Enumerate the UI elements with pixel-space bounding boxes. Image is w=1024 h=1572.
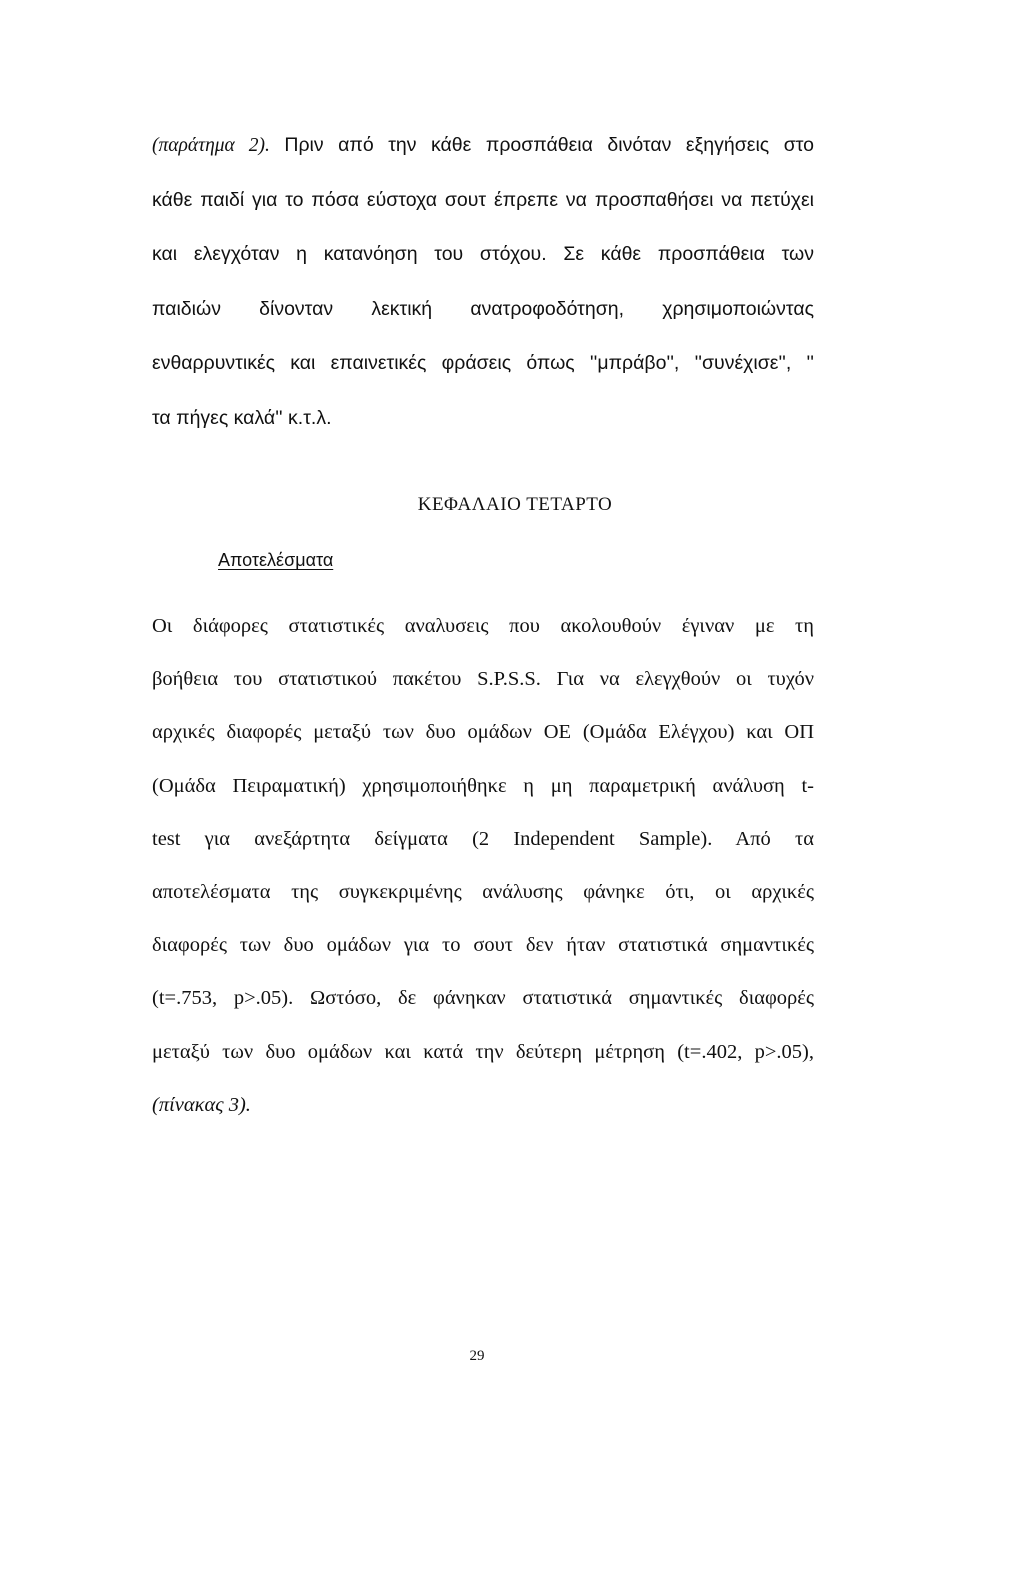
text-line: αρχικές διαφορές μεταξύ των δυο ομάδων ΟΕ (Ομάδα Ελέγχου) και ΟΠ: [152, 721, 814, 744]
text-line: παιδιών δίνονταν λεκτική ανατροφοδότηση, χρησιμοποιώντας: [152, 297, 814, 320]
text-line: (t=.753, p>.05). Ωστόσο, δε φάνηκαν στατιστικά σημαντικές διαφορές: [152, 987, 814, 1010]
text-line: test για ανεξάρτητα δείγματα (2 Independent Sample). Από τα: [152, 827, 814, 850]
text-line: Οι διάφορες στατιστικές αναλυσεις που ακολουθούν έγιναν με τη: [152, 615, 814, 637]
text-line: αποτελέσματα της συγκεκριμένης ανάλυσης φάνηκε ότι, οι αρχικές: [152, 880, 814, 903]
text-line: ενθαρρυντικές και επαινετικές φράσεις όπως ''μπράβο'', ''συνέχισε'', '': [152, 352, 814, 374]
text-line: διαφορές των δυο ομάδων για το σουτ δεν ήταν στατιστικά σημαντικές: [152, 934, 814, 957]
text-line: τα πήγες καλά'' κ.τ.λ.: [152, 406, 332, 429]
chapter-title: ΚΕΦΑΛΑΙΟ ΤΕΤΑΡΤΟ: [417, 494, 613, 515]
table-reference: (πίνακας 3).: [152, 1093, 251, 1116]
text-line: μεταξύ των δυο ομάδων και κατά την δεύτερη μέτρηση (t=.402, p>.05),: [152, 1040, 814, 1063]
page-number: 29: [469, 1348, 485, 1364]
text-line: βοήθεια του στατιστικού πακέτου S.P.S.S. Για να ελεγχθούν οι τυχόν: [152, 668, 814, 691]
section-title: Αποτελέσματα: [218, 550, 334, 570]
text-line: (Ομάδα Πειραματική) χρησιμοποιήθηκε η μη παραμετρική ανάλυση t-: [152, 774, 814, 797]
text-line: κάθε παιδί για το πόσα εύστοχα σουτ έπρεπε να προσπαθήσει να πετύχει: [152, 188, 814, 211]
results-paragraph: [152, 600, 814, 1132]
appendix-reference: (παράτημα 2).: [152, 135, 270, 156]
intro-paragraph: [152, 118, 814, 445]
text-span: Πριν από την κάθε προσπάθεια δινόταν εξηγήσεις στο: [269, 134, 814, 156]
text-line: [152, 118, 814, 173]
text-line: και ελεγχόταν η κατανόηση του στόχου. Σε κάθε προσπάθεια των: [152, 243, 814, 265]
